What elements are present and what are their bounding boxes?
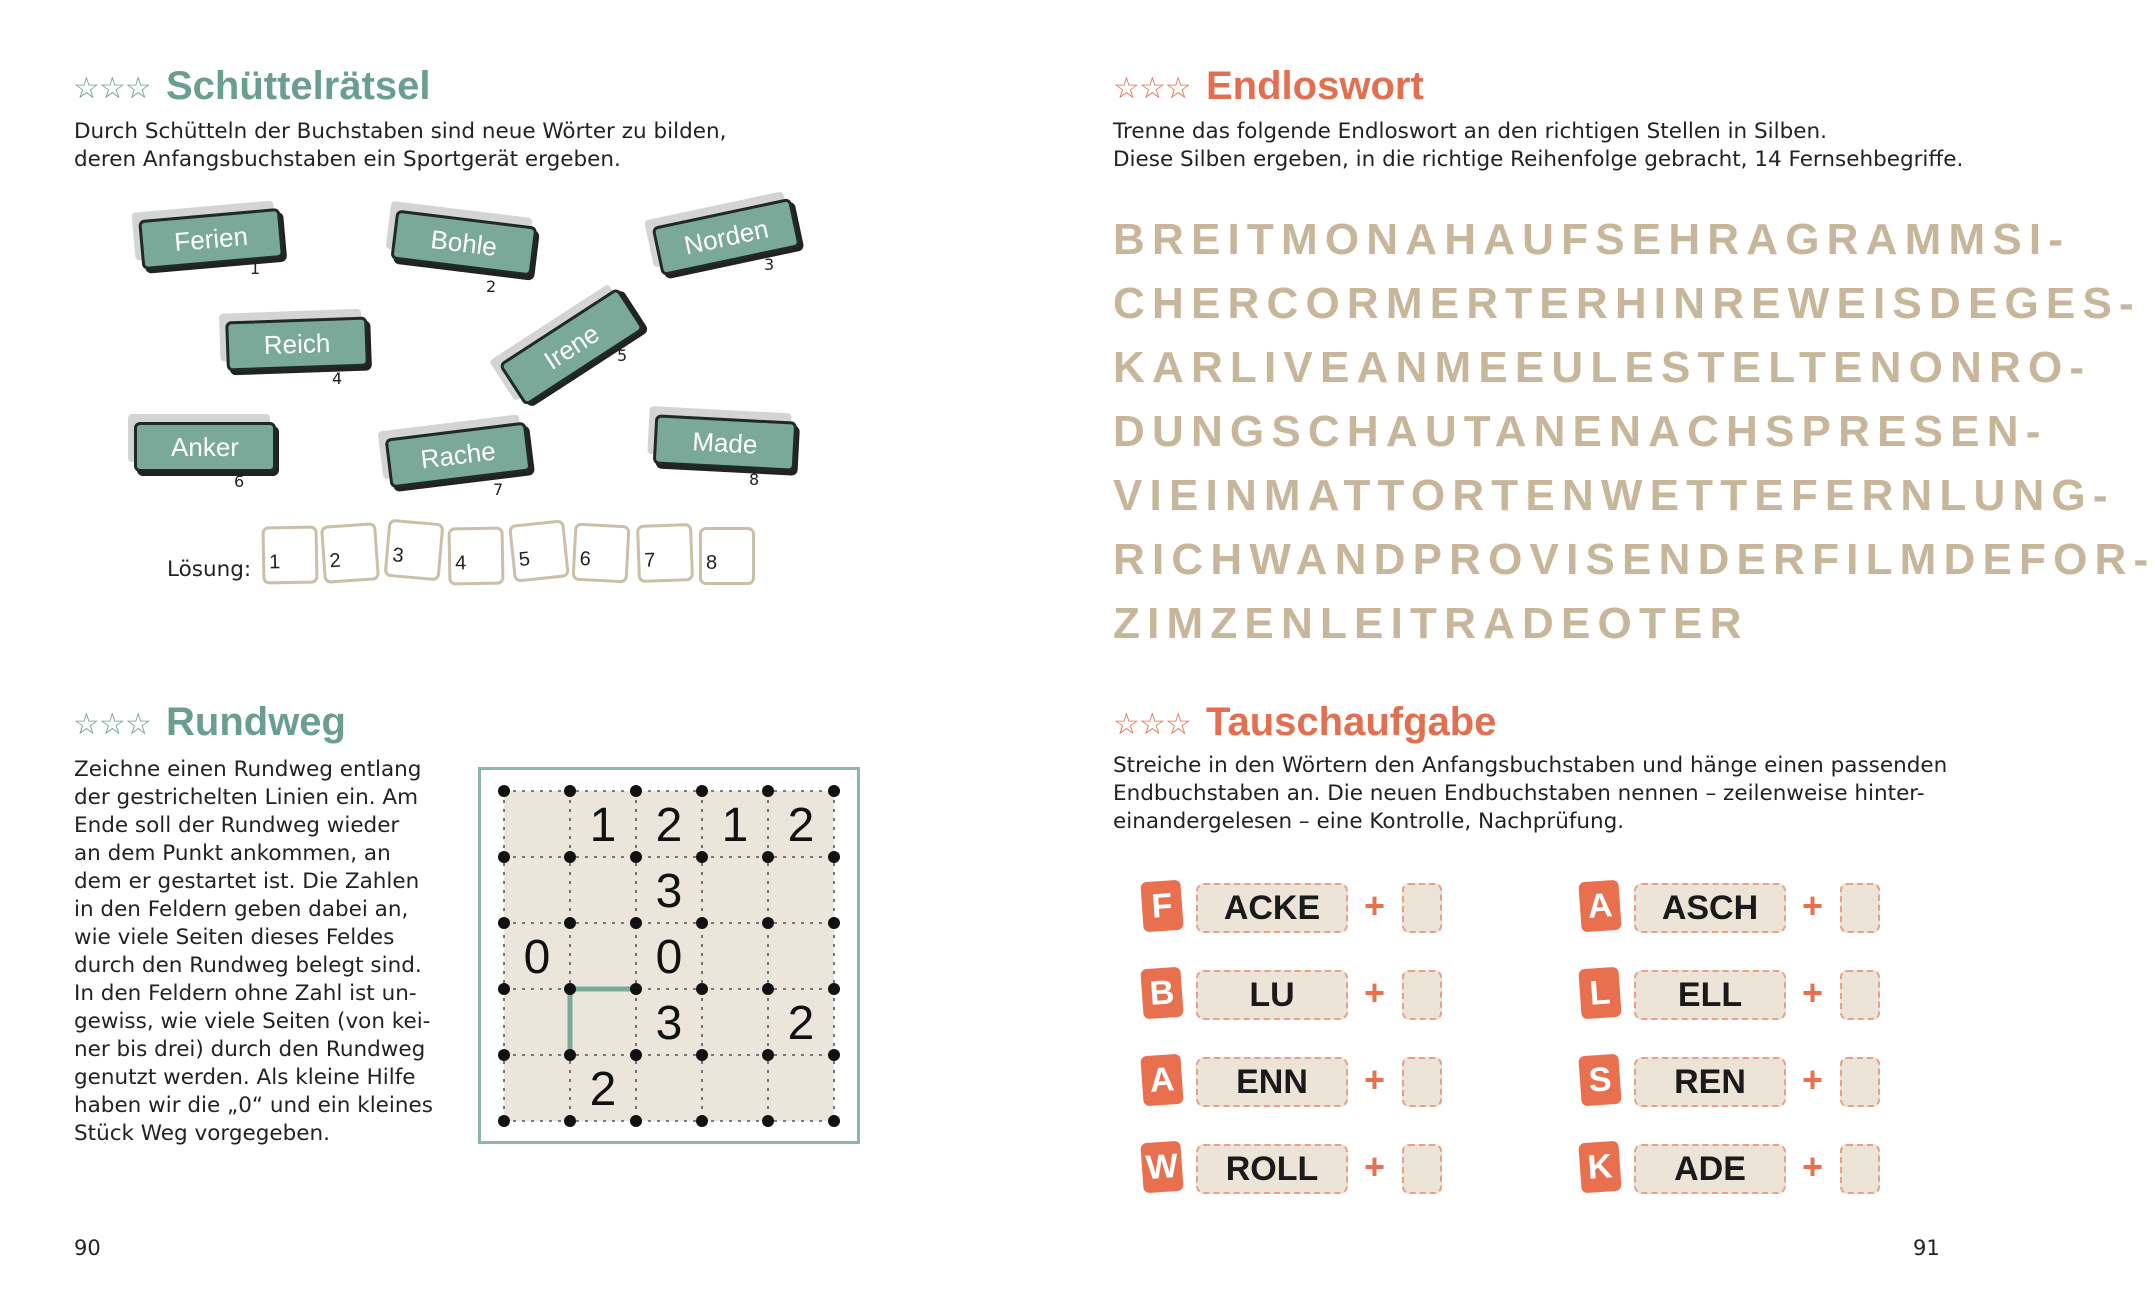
grid-dot: [498, 1115, 510, 1127]
grid-number: 0: [655, 931, 683, 984]
grid-dot: [630, 983, 642, 995]
text-line: an dem Punkt ankommen, an: [74, 841, 391, 866]
intro-line: einandergelesen – eine Kontrolle, Nachprüfung.: [1113, 809, 1625, 834]
word-box: ENN: [1196, 1057, 1348, 1107]
plus-sign: +: [1364, 1146, 1386, 1187]
first-letter-tile: S: [1578, 1054, 1621, 1107]
grid-number: 0: [523, 931, 551, 984]
tile-number: 6: [234, 472, 245, 491]
rundweg-grid[interactable]: [478, 767, 860, 1144]
difficulty-stars: ☆☆☆: [73, 71, 151, 106]
grid-number: 1: [721, 799, 749, 852]
plus-sign: +: [1364, 972, 1386, 1013]
box-number: 5: [517, 548, 532, 572]
tile-word: Reich: [225, 317, 369, 372]
shuffle-tile: [134, 422, 276, 470]
grid-dot: [828, 1049, 840, 1061]
word-box: ADE: [1634, 1144, 1786, 1194]
word-box: ASCH: [1634, 883, 1786, 933]
intro-line: deren Anfangsbuchstaben ein Sportgerät ergeben.: [74, 147, 621, 172]
endless-word-line: RICHWANDPROVISENDERFILMDEFOR-: [1113, 535, 2155, 584]
grid-number: 2: [787, 799, 815, 852]
answer-box[interactable]: [1402, 970, 1442, 1020]
grid-dot: [696, 1049, 708, 1061]
grid-dot: [630, 1115, 642, 1127]
plus-sign: +: [1364, 885, 1386, 926]
grid-dot: [828, 785, 840, 797]
grid-dot: [696, 785, 708, 797]
first-letter-tile: B: [1140, 967, 1183, 1020]
text-line: durch den Rundweg belegt sind.: [74, 953, 422, 978]
plus-sign: +: [1802, 1146, 1824, 1187]
grid-number: 3: [655, 865, 683, 918]
tile-number: 2: [486, 277, 497, 296]
text-line: der gestrichelten Linien ein. Am: [74, 785, 419, 810]
tile-word: Irene: [498, 287, 644, 406]
plus-sign: +: [1802, 972, 1824, 1013]
grid-dot: [630, 785, 642, 797]
grid-dot: [564, 983, 576, 995]
tile-number: 1: [250, 259, 261, 278]
text-line: wie viele Seiten dieses Feldes: [74, 925, 395, 950]
shuffle-tile: [225, 317, 369, 370]
text-line: Ende soll der Rundweg wieder: [74, 813, 400, 838]
difficulty-stars: ☆☆☆: [1113, 707, 1191, 742]
grid-dot: [696, 1115, 708, 1127]
grid-dot: [762, 983, 774, 995]
intro-line: Diese Silben ergeben, in die richtige Reihenfolge gebracht, 14 Fernsehbegriffe.: [1113, 147, 1964, 172]
endless-word-line: CHERCORMERTERHINREWEISDEGES-: [1113, 279, 2141, 328]
rundweg-title: Rundweg: [166, 700, 346, 744]
tile-number: 7: [493, 480, 504, 499]
intro-line: Durch Schütteln der Buchstaben sind neue Wörter zu bilden,: [74, 119, 727, 144]
tile-word: Norden: [652, 198, 801, 276]
box-number: 6: [579, 547, 592, 571]
shuffle-tile: [385, 422, 532, 487]
grid-dot: [762, 917, 774, 929]
grid-dot: [630, 917, 642, 929]
answer-box[interactable]: [1402, 1057, 1442, 1107]
grid-dot: [564, 1049, 576, 1061]
answer-box[interactable]: [1840, 970, 1880, 1020]
grid-dot: [696, 983, 708, 995]
answer-box[interactable]: [1840, 1144, 1880, 1194]
grid-dot: [564, 917, 576, 929]
box-number: 3: [391, 544, 405, 568]
word-box: REN: [1634, 1057, 1786, 1107]
grid-dot: [828, 917, 840, 929]
plus-sign: +: [1802, 1059, 1824, 1100]
solution-label: Lösung:: [167, 557, 252, 582]
first-letter-tile: K: [1578, 1141, 1621, 1194]
difficulty-stars: ☆☆☆: [1113, 71, 1191, 106]
grid-dot: [498, 785, 510, 797]
grid-dot: [762, 785, 774, 797]
text-line: dem er gestartet ist. Die Zahlen: [74, 869, 420, 894]
solution-box[interactable]: [384, 519, 445, 582]
text-line: Stück Weg vorgegeben.: [74, 1121, 330, 1146]
tausch-title: Tauschaufgabe: [1206, 700, 1497, 744]
answer-box[interactable]: [1840, 883, 1880, 933]
intro-line: Trenne das folgende Endloswort an den richtigen Stellen in Silben.: [1113, 119, 1827, 144]
text-line: genutzt werden. Als kleine Hilfe: [74, 1065, 416, 1090]
first-letter-tile: L: [1578, 967, 1621, 1020]
solution-box[interactable]: [447, 527, 504, 586]
endless-word-line: VIEINMATTORTENWETTEFERNLUNG-: [1113, 471, 2115, 520]
first-letter-tile: A: [1140, 1054, 1183, 1107]
grid-number: 2: [787, 997, 815, 1050]
first-letter-tile: F: [1140, 880, 1183, 933]
page-number-right: 91: [1913, 1236, 1940, 1260]
grid-dot: [762, 1115, 774, 1127]
grid-dot: [564, 1115, 576, 1127]
solution-box[interactable]: [320, 522, 380, 584]
tausch-intro: [1113, 752, 1947, 836]
grid-dot: [498, 917, 510, 929]
intro-line: Endbuchstaben an. Die neuen Endbuchstaben nennen – zeilenweise hinter-: [1113, 781, 1925, 806]
text-line: haben wir die „0“ und ein kleines: [74, 1093, 433, 1118]
endless-word-line: DUNGSCHAUTANENACHSPRESEN-: [1113, 407, 2048, 456]
text-line: In den Feldern ohne Zahl ist un-: [74, 981, 417, 1006]
text-line: Zeichne einen Rundweg entlang: [74, 757, 422, 782]
grid-dot: [696, 917, 708, 929]
grid-dot: [696, 851, 708, 863]
word-box: LU: [1196, 970, 1348, 1020]
tile-number: 8: [749, 470, 760, 489]
solution-box[interactable]: [572, 523, 631, 584]
solution-box[interactable]: [699, 527, 755, 585]
rundweg-instructions: [74, 756, 434, 1148]
word-box: ELL: [1634, 970, 1786, 1020]
grid-dot: [630, 851, 642, 863]
word-box: ACKE: [1196, 883, 1348, 933]
tile-number: 5: [617, 346, 628, 365]
tile-word: Anker: [134, 422, 276, 472]
answer-box[interactable]: [1402, 1144, 1442, 1194]
answer-box[interactable]: [1840, 1057, 1880, 1107]
grid-number: 2: [655, 799, 683, 852]
grid-number: 2: [589, 1063, 617, 1116]
plus-sign: +: [1802, 885, 1824, 926]
grid-dot: [498, 851, 510, 863]
grid-dot: [762, 1049, 774, 1061]
endloswort-title: Endloswort: [1206, 64, 1424, 108]
grid-dot: [498, 983, 510, 995]
answer-box[interactable]: [1402, 883, 1442, 933]
grid-number: 3: [655, 997, 683, 1050]
text-line: ner bis drei) durch den Rundweg: [74, 1037, 426, 1062]
shuffle-tile: [391, 210, 538, 275]
shuffle-tile: [653, 414, 797, 469]
box-number: 4: [454, 552, 467, 575]
intro-line: Streiche in den Wörtern den Anfangsbuchstaben und hänge einen passenden: [1113, 753, 1948, 778]
tile-word: Rache: [385, 422, 532, 489]
endless-word-line: BREITMONAHAUFSEHRAGRAMMSI-: [1113, 215, 2071, 264]
schuettel-title: Schüttelrätsel: [166, 64, 431, 108]
tile-word: Bohle: [390, 210, 537, 277]
grid-dot: [564, 785, 576, 797]
word-box: ROLL: [1196, 1144, 1348, 1194]
box-number: 1: [268, 551, 281, 574]
grid-dot: [630, 1049, 642, 1061]
tile-number: 3: [764, 255, 775, 274]
box-number: 8: [706, 552, 718, 574]
box-number: 2: [328, 549, 342, 573]
endless-word-block: [1113, 208, 2155, 656]
solution-box[interactable]: [636, 523, 694, 583]
text-line: in den Feldern geben dabei an,: [74, 897, 409, 922]
endloswort-intro: [1113, 118, 1963, 174]
tile-number: 4: [332, 369, 343, 388]
grid-dot: [498, 1049, 510, 1061]
first-letter-tile: A: [1578, 880, 1621, 933]
tile-word: Made: [653, 414, 797, 471]
text-line: gewiss, wie viele Seiten (von kei-: [74, 1009, 431, 1034]
tile-word: Ferien: [138, 208, 284, 270]
solution-box[interactable]: [508, 519, 570, 583]
grid-dot: [828, 851, 840, 863]
endless-word-line: KARLIVEANMEEULESTELTENONRO-: [1113, 343, 2092, 392]
solution-box[interactable]: [261, 526, 318, 585]
page-number-left: 90: [74, 1236, 101, 1260]
difficulty-stars: ☆☆☆: [73, 707, 151, 742]
first-letter-tile: W: [1140, 1141, 1183, 1194]
box-number: 7: [643, 549, 656, 572]
grid-dot: [828, 983, 840, 995]
schuettel-intro: [74, 118, 726, 174]
grid-dot: [564, 851, 576, 863]
grid-dot: [762, 851, 774, 863]
grid-number: 1: [589, 799, 617, 852]
grid-dot: [828, 1115, 840, 1127]
endless-word-line: ZIMZENLEITRADEOTER: [1113, 599, 1749, 648]
plus-sign: +: [1364, 1059, 1386, 1100]
